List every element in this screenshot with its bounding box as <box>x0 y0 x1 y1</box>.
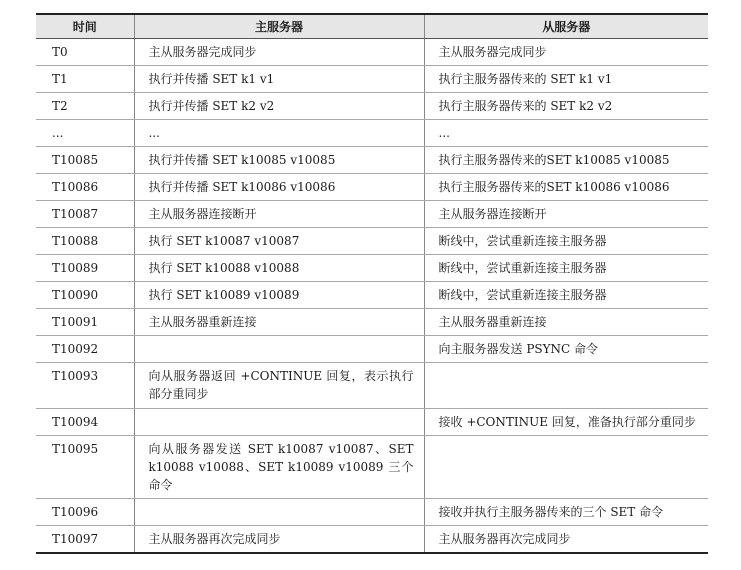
table-row <box>36 308 708 335</box>
table-body <box>36 38 708 553</box>
table-row <box>36 119 708 146</box>
cell-time: T10092 <box>36 335 134 362</box>
table-header <box>36 14 708 38</box>
cell-slave: 执行主服务器传来的 SET k2 v2 <box>424 92 708 119</box>
table-row <box>36 498 708 525</box>
cell-master: 执行并传播 SET k1 v1 <box>134 65 424 92</box>
cell-time: T10090 <box>36 281 134 308</box>
cell-slave: 断线中，尝试重新连接主服务器 <box>424 227 708 254</box>
cell-master <box>134 408 424 435</box>
cell-time: T0 <box>36 38 134 65</box>
cell-slave: 主从服务器连接断开 <box>424 200 708 227</box>
cell-slave: 向主服务器发送 PSYNC 命令 <box>424 335 708 362</box>
cell-time: T10091 <box>36 308 134 335</box>
cell-master: 主从服务器重新连接 <box>134 308 424 335</box>
cell-time: T2 <box>36 92 134 119</box>
cell-time: T10086 <box>36 173 134 200</box>
cell-slave <box>424 362 708 408</box>
table-row <box>36 38 708 65</box>
cell-time: ... <box>36 119 134 146</box>
cell-time: T10093 <box>36 362 134 408</box>
cell-time: T1 <box>36 65 134 92</box>
cell-master: 主从服务器完成同步 <box>134 38 424 65</box>
cell-master: 向从服务器返回 +CONTINUE 回复，表示执行部分重同步 <box>134 362 424 408</box>
cell-slave <box>424 435 708 498</box>
header-time: 时间 <box>36 14 134 38</box>
table-row <box>36 281 708 308</box>
table-row <box>36 200 708 227</box>
header-master: 主服务器 <box>134 14 424 38</box>
cell-time: T10087 <box>36 200 134 227</box>
cell-master: ... <box>134 119 424 146</box>
cell-slave: 执行主服务器传来的SET k10086 v10086 <box>424 173 708 200</box>
sync-timeline-table-wrapper <box>36 13 708 554</box>
cell-time: T10088 <box>36 227 134 254</box>
cell-slave: 执行主服务器传来的 SET k1 v1 <box>424 65 708 92</box>
cell-time: T10096 <box>36 498 134 525</box>
cell-time: T10085 <box>36 146 134 173</box>
table-row <box>36 435 708 498</box>
cell-slave: 断线中，尝试重新连接主服务器 <box>424 254 708 281</box>
table-row <box>36 408 708 435</box>
cell-master <box>134 498 424 525</box>
table-row <box>36 65 708 92</box>
cell-slave: 主从服务器完成同步 <box>424 38 708 65</box>
cell-master: 执行 SET k10087 v10087 <box>134 227 424 254</box>
table-row <box>36 335 708 362</box>
cell-slave: ... <box>424 119 708 146</box>
table-row <box>36 173 708 200</box>
cell-time: T10089 <box>36 254 134 281</box>
table-row <box>36 362 708 408</box>
cell-master: 执行 SET k10089 v10089 <box>134 281 424 308</box>
cell-slave: 主从服务器重新连接 <box>424 308 708 335</box>
table-row <box>36 227 708 254</box>
cell-slave: 接收 +CONTINUE 回复，准备执行部分重同步 <box>424 408 708 435</box>
cell-master: 执行并传播 SET k10086 v10086 <box>134 173 424 200</box>
sync-timeline-table <box>36 13 708 554</box>
cell-slave: 执行主服务器传来的SET k10085 v10085 <box>424 146 708 173</box>
table-row <box>36 525 708 553</box>
header-row <box>36 14 708 38</box>
cell-time: T10097 <box>36 525 134 553</box>
header-slave: 从服务器 <box>424 14 708 38</box>
cell-slave: 接收并执行主服务器传来的三个 SET 命令 <box>424 498 708 525</box>
cell-master: 主从服务器连接断开 <box>134 200 424 227</box>
cell-master: 执行并传播 SET k10085 v10085 <box>134 146 424 173</box>
cell-master: 主从服务器再次完成同步 <box>134 525 424 553</box>
cell-slave: 主从服务器再次完成同步 <box>424 525 708 553</box>
table-row <box>36 92 708 119</box>
cell-time: T10094 <box>36 408 134 435</box>
cell-slave: 断线中，尝试重新连接主服务器 <box>424 281 708 308</box>
cell-master <box>134 335 424 362</box>
cell-master: 执行并传播 SET k2 v2 <box>134 92 424 119</box>
cell-time: T10095 <box>36 435 134 498</box>
cell-master: 执行 SET k10088 v10088 <box>134 254 424 281</box>
table-row <box>36 146 708 173</box>
cell-master: 向从服务器发送 SET k10087 v10087、SET k10088 v10088、SET k10089 v10089 三个命令 <box>134 435 424 498</box>
table-row <box>36 254 708 281</box>
